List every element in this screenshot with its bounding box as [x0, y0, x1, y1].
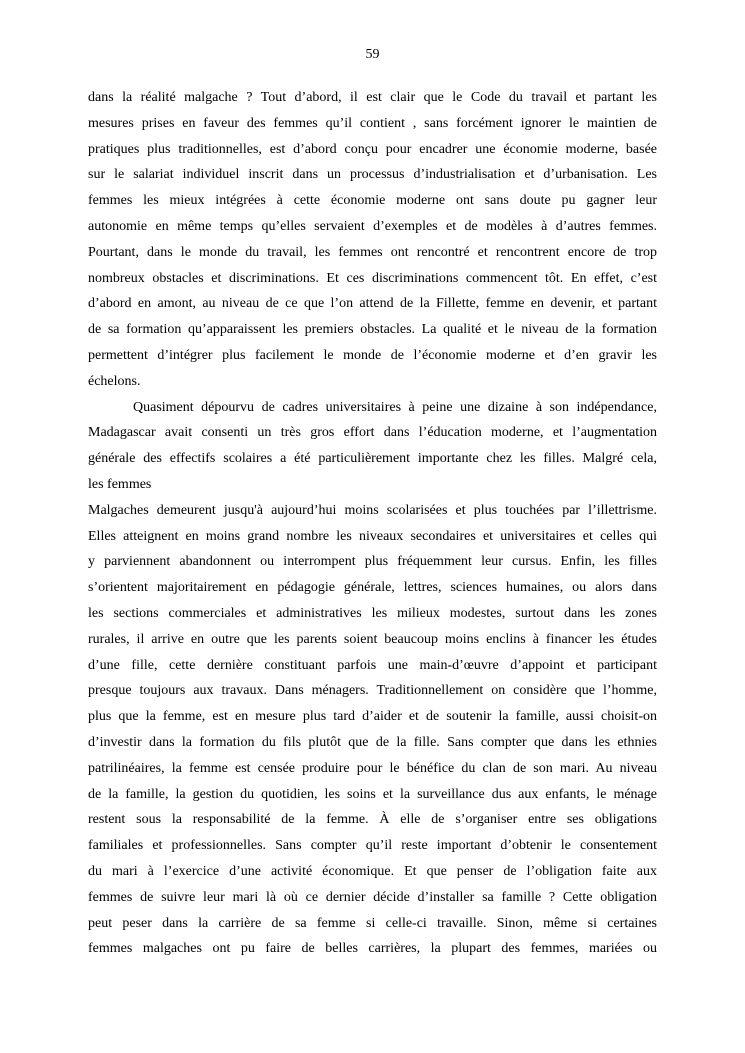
text-line: nombreux obstacles et discriminations. Et ces discriminations commencent tôt. En effet, c’est [88, 270, 657, 286]
text-line: plus que la femme, est en mesure plus tard d’aider et de soutenir la famille, aussi choisit-on [88, 709, 657, 725]
text-line: mesures prises en faveur des femmes qu’il contient , sans forcément ignorer le maintien de [88, 115, 657, 131]
text-line: femmes les mieux intégrées à cette économie moderne ont sans doute pu gagner leur [88, 193, 657, 209]
text-line: d’abord en amont, au niveau de ce que l’on attend de la Fillette, femme en devenir, et partant [88, 296, 657, 312]
text-body [88, 85, 657, 962]
text-line: rurales, il arrive en outre que les parents soient beaucoup moins enclins à financer les études [88, 631, 657, 647]
text-line: échelons. [88, 373, 141, 389]
text-line: peut peser dans la carrière de sa femme si celle-ci travaille. Sinon, même si certaines [88, 915, 657, 931]
text-line: Madagascar avait consenti un très gros effort dans l’éducation moderne, et l’augmentation [88, 425, 657, 441]
text-line: femmes malgaches ont pu faire de belles carrières, la plupart des femmes, mariées ou [88, 941, 657, 957]
text-line: les sections commerciales et administratives les milieux modestes, surtout dans les zones [88, 605, 657, 621]
text-line: patrilinéaires, la femme est censée produire pour le bénéfice du clan de son mari. Au niveau [88, 760, 657, 776]
text-line: générale des effectifs scolaires a été particulièrement importante chez les filles. Malgré cela, [88, 451, 657, 467]
text-line: restent sous la responsabilité de la femme. À elle de s’organiser entre ses obligations [88, 812, 657, 828]
text-line: les femmes [88, 476, 152, 492]
text-line: Quasiment dépourvu de cadres universitaires à peine une dizaine à son indépendance, [133, 399, 657, 415]
text-line: familiales et professionnelles. Sans compter qu’il reste important d’obtenir le consentement [88, 838, 657, 854]
text-line: d’investir dans la formation du fils plutôt que de la fille. Sans compter que dans les ethnies [88, 734, 657, 750]
text-line: Elles atteignent en moins grand nombre les niveaux secondaires et universitaires et celles qui [88, 528, 657, 544]
text-line: dans la réalité malgache ? Tout d’abord, il est clair que le Code du travail et partant les [88, 90, 657, 105]
text-line: de sa formation qu’apparaissent les premiers obstacles. La qualité et le niveau de la formation [88, 322, 657, 338]
text-line: femmes de suivre leur mari là où ce dernier décide d’installer sa famille ? Cette obligation [88, 889, 657, 905]
text-line: presque toujours aux travaux. Dans ménagers. Traditionnellement on considère que l’homme, [88, 683, 657, 699]
text-line: Pourtant, dans le monde du travail, les femmes ont rencontré et rencontrent encore de trop [88, 244, 657, 260]
text-line: pratiques plus traditionnelles, est d’abord conçu pour encadrer une économie moderne, basée [88, 141, 657, 157]
text-line: autonomie en même temps qu’elles servaient d’exemples et de modèles à d’autres femmes. [88, 218, 657, 234]
text-line: s’orientent majoritairement en pédagogie générale, lettres, sciences humaines, ou alors dans [88, 580, 657, 596]
text-line: y parviennent abandonnent ou interrompent plus fréquemment leur cursus. Enfin, les filles [88, 554, 657, 570]
text-line: Malgaches demeurent jusqu'à aujourd’hui moins scolarisées et plus touchées par l’illettrisme. [88, 502, 657, 518]
text-line: de la famille, la gestion du quotidien, les soins et la surveillance dus aux enfants, le ménage [88, 786, 657, 802]
page-number: 59 [365, 47, 380, 62]
text-line: permettent d’intégrer plus facilement le monde de l’économie moderne et d’en gravir les [88, 347, 657, 363]
text-line: d’une fille, cette dernière constituant parfois une main-d’œuvre d’appoint et participant [88, 657, 657, 673]
text-line: sur le salariat individuel inscrit dans un processus d’industrialisation et d’urbanisation. Les [88, 167, 657, 183]
text-line: du mari à l’exercice d’une activité économique. Et que penser de l’obligation faite aux [88, 863, 657, 879]
